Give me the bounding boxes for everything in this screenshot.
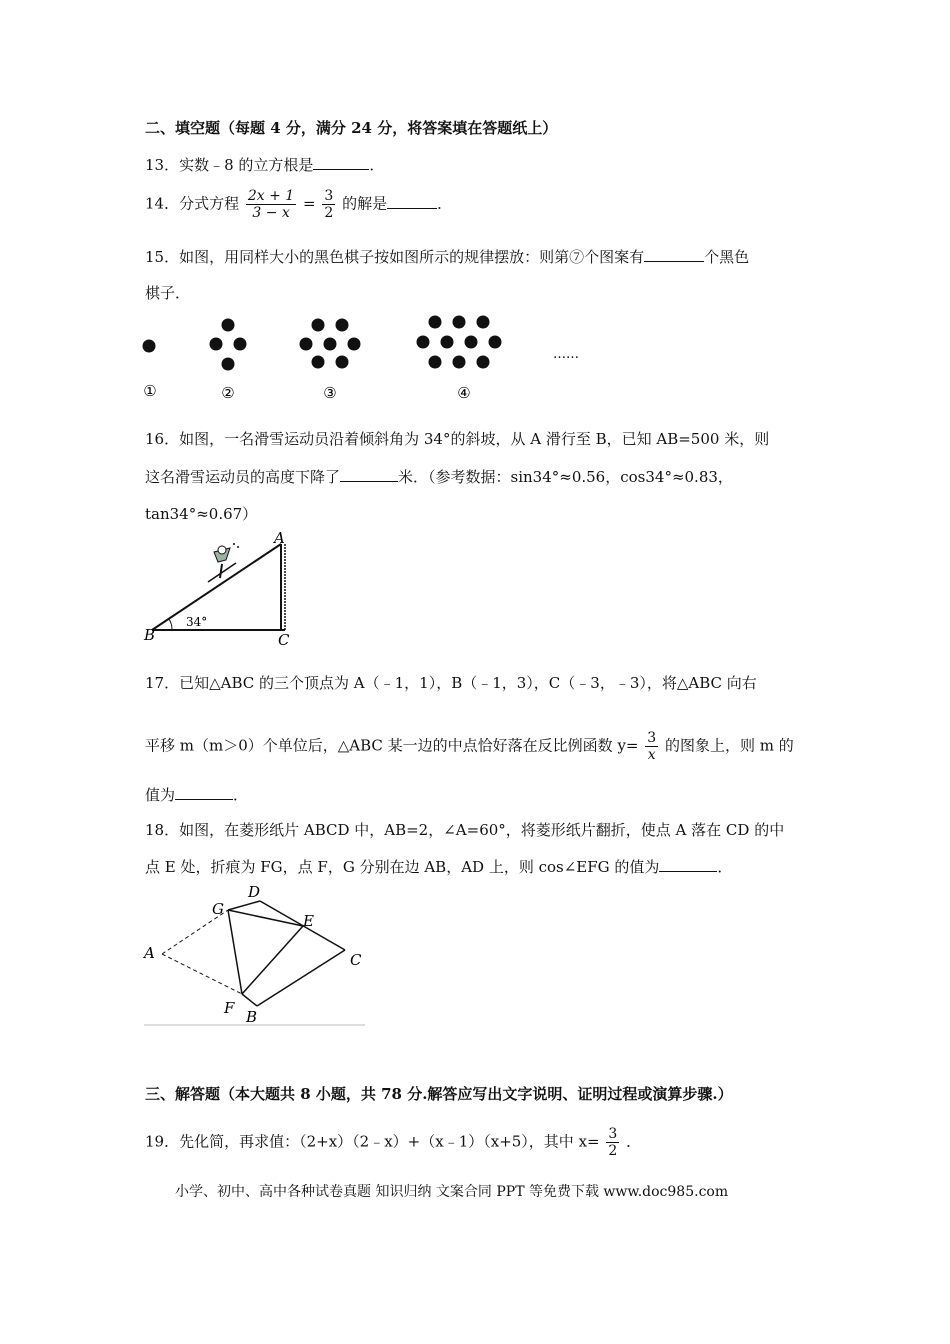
chess-piece bbox=[336, 356, 349, 369]
chess-piece bbox=[453, 356, 466, 369]
question-13 bbox=[145, 154, 384, 176]
page-footer: 小学、初中、高中各种试卷真题 知识归纳 文案合同 PPT 等免费下载 www.doc985.com bbox=[175, 1184, 729, 1200]
q18-line2: 点 E 处，折痕为 FG，点 F，G 分别在边 AB，AD 上，则 cos∠EFG 的值为 bbox=[145, 858, 660, 876]
chess-piece bbox=[324, 338, 337, 351]
q16-line3: tan34°≈0.67） bbox=[145, 505, 258, 523]
q19-tail: ． bbox=[626, 1132, 642, 1151]
q17-line1: 17．已知△ABC 的三个顶点为 A（﹣1，1），B（﹣1，3），C（﹣3，﹣3），将△ABC 向右 bbox=[145, 674, 757, 692]
q14-lhs-denominator: 3 − x bbox=[252, 205, 290, 221]
q17-line2a: 平移 m（m＞0）个单位后，△ABC 某一边的中点恰好落在反比例函数 y= bbox=[145, 736, 639, 755]
q16-slope-figure bbox=[140, 530, 310, 650]
answer-blank bbox=[175, 785, 233, 800]
chess-piece bbox=[417, 336, 430, 349]
point-A-label: A bbox=[274, 530, 285, 547]
chess-piece bbox=[441, 336, 454, 349]
segment-FE bbox=[242, 926, 303, 994]
chess-piece bbox=[429, 356, 442, 369]
q18-tail: ． bbox=[717, 858, 733, 876]
q18-line1: 18．如图，在菱形纸片 ABCD 中，AB=2，∠A=60°，将菱形纸片翻折，使点 A 落在 CD 的中 bbox=[145, 821, 785, 839]
point-B-label: B bbox=[144, 626, 156, 644]
question-17-line-3 bbox=[145, 784, 248, 806]
segment-CB bbox=[257, 950, 345, 1006]
question-18-line-2 bbox=[145, 856, 732, 878]
chess-piece bbox=[465, 336, 478, 349]
q14-tail: ． bbox=[437, 194, 453, 213]
chess-piece bbox=[489, 336, 502, 349]
point-C-label: C bbox=[278, 631, 290, 649]
q15-line2: 棋子． bbox=[145, 284, 191, 302]
segment-GE bbox=[228, 910, 303, 926]
chess-piece bbox=[477, 356, 490, 369]
pattern-label: ② bbox=[221, 384, 235, 402]
q14-rhs-denominator: 2 bbox=[324, 205, 334, 221]
angle-label: 34° bbox=[186, 615, 208, 629]
answer-blank bbox=[340, 467, 398, 482]
segment-GD bbox=[228, 901, 260, 910]
q17-line2b: 的图象上，则 m 的 bbox=[664, 736, 794, 755]
point-A-label: A bbox=[144, 944, 155, 962]
chess-piece bbox=[234, 338, 247, 351]
chess-piece bbox=[348, 338, 361, 351]
chess-piece bbox=[477, 316, 490, 329]
fold-line-GF bbox=[228, 910, 242, 994]
q14-suffix: 的解是 bbox=[342, 194, 388, 213]
q16-line1: 16．如图，一名滑雪运动员沿着倾斜角为 34°的斜坡，从 A 滑行至 B，已知 AB=500 米，则 bbox=[145, 430, 770, 448]
angle-arc bbox=[169, 619, 172, 630]
q17-denominator: x bbox=[647, 747, 656, 763]
q19-fraction bbox=[606, 1126, 619, 1159]
section-3-header: 三、解答题（本大题共 8 小题，共 78 分.解答应写出文字说明、证明过程或演算步骤.） bbox=[145, 1085, 733, 1103]
q19-text: 19．先化简，再求值：（2+x）（2﹣x）+（x﹣1）（x+5），其中 x= bbox=[145, 1132, 600, 1151]
q13-tail: ． bbox=[369, 156, 385, 174]
q14-rhs-fraction bbox=[322, 188, 335, 221]
segment-BF bbox=[242, 994, 257, 1006]
point-F-label: F bbox=[224, 999, 235, 1017]
q13-text: 13．实数﹣8 的立方根是 bbox=[145, 156, 314, 174]
chess-piece bbox=[222, 358, 235, 371]
chess-piece bbox=[222, 319, 235, 332]
section-2-header: 二、填空题（每题 4 分，满分 24 分，将答案填在答题纸上） bbox=[145, 119, 558, 137]
q14-lhs-fraction bbox=[246, 188, 296, 221]
q15-line1-tail: 个黑色 bbox=[704, 248, 750, 266]
q15-line1: 15．如图，用同样大小的黑色棋子按如图所示的规律摆放：则第⑦个图案有 bbox=[145, 248, 645, 266]
pattern-label: ① bbox=[143, 382, 157, 400]
q17-line3: 值为 bbox=[145, 786, 176, 804]
chess-piece bbox=[312, 319, 325, 332]
point-G-label: G bbox=[212, 900, 224, 918]
q17-fraction bbox=[645, 730, 658, 763]
ellipsis: …… bbox=[553, 347, 579, 362]
point-E-label: E bbox=[303, 912, 314, 930]
q19-numerator: 3 bbox=[608, 1126, 618, 1142]
q15-pattern-figure bbox=[130, 308, 610, 408]
chess-piece bbox=[143, 340, 156, 353]
question-17-line-2 bbox=[145, 730, 794, 763]
q17-tail: ． bbox=[233, 786, 249, 804]
q14-prefix: 14．分式方程 bbox=[145, 194, 240, 213]
chess-piece bbox=[312, 356, 325, 369]
question-15-line-1 bbox=[145, 246, 749, 268]
point-D-label: D bbox=[248, 883, 261, 901]
q17-numerator: 3 bbox=[647, 730, 657, 746]
q16-line2a: 这名滑雪运动员的高度下降了 bbox=[145, 468, 341, 486]
chess-piece bbox=[336, 319, 349, 332]
chess-piece bbox=[210, 338, 223, 351]
point-C-label: C bbox=[350, 951, 362, 969]
q19-denominator: 2 bbox=[608, 1143, 618, 1159]
pattern-label: ③ bbox=[323, 384, 337, 402]
question-16-line-2 bbox=[145, 466, 733, 488]
dashed-line-AF bbox=[162, 954, 242, 994]
chess-piece bbox=[453, 316, 466, 329]
answer-blank bbox=[644, 247, 704, 262]
q18-rhombus-figure bbox=[140, 880, 375, 1030]
q14-equals: = bbox=[303, 194, 316, 213]
q14-lhs-numerator: 2x + 1 bbox=[247, 188, 295, 204]
q14-rhs-numerator: 3 bbox=[324, 188, 334, 204]
chess-piece bbox=[429, 316, 442, 329]
answer-blank bbox=[659, 857, 717, 872]
question-14 bbox=[145, 188, 452, 221]
q16-line2b: 米．（参考数据：sin34°≈0.56，cos34°≈0.83， bbox=[398, 468, 733, 486]
chess-piece bbox=[300, 338, 313, 351]
answer-blank bbox=[313, 155, 369, 170]
question-19 bbox=[145, 1126, 641, 1159]
answer-blank bbox=[387, 194, 437, 209]
point-B-label: B bbox=[246, 1008, 258, 1026]
pattern-label: ④ bbox=[457, 384, 471, 402]
